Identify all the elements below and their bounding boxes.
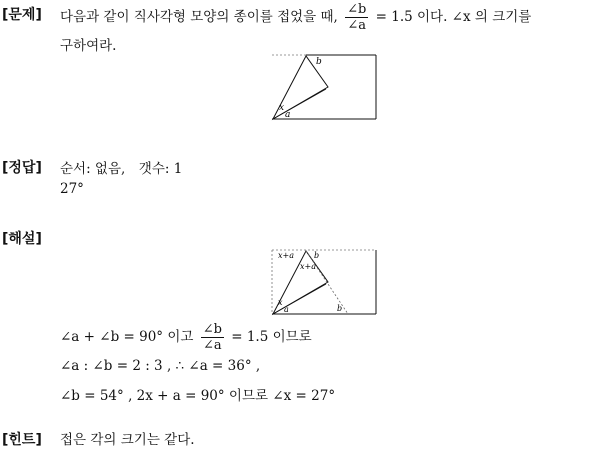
fig-label-x-plus-a-top: x+a	[278, 251, 294, 260]
problem-text-after: = 1.5 이다. ∠x 의 크기를	[375, 9, 532, 25]
explanation-line-2: ∠a : ∠b = 2 : 3 , ∴ ∠a = 36° ,	[60, 358, 261, 374]
hint-label: [힌트]	[2, 432, 42, 448]
problem-frac-num: ∠b	[347, 2, 367, 17]
problem-text-before: 다음과 같이 직사각형 모양의 종이를 접었을 때,	[60, 9, 338, 25]
explanation-line-1	[60, 322, 312, 353]
hint-text: 접은 각의 크기는 같다.	[60, 432, 195, 448]
fig-label-x: x	[279, 103, 285, 113]
problem-label: [문제]	[2, 7, 42, 23]
fig-label-x-plus-a-mid: x+a	[300, 262, 316, 271]
answer-line-2: 27°	[60, 181, 84, 197]
problem-frac-den: ∠a	[347, 18, 367, 33]
fig-label-b: b	[316, 57, 322, 67]
fig-label-a: a	[284, 305, 289, 314]
explanation-fraction	[201, 322, 224, 353]
problem-line-2: 구하여라.	[60, 38, 117, 54]
explanation-frac-num: ∠b	[202, 322, 222, 337]
explanation-frac-den: ∠a	[202, 338, 222, 353]
explanation-figure	[270, 248, 380, 318]
explanation-label: [해설]	[2, 231, 42, 247]
fig-label-b-bottom: b	[337, 304, 343, 313]
problem-line-1	[60, 2, 531, 33]
fig-label-x: x	[278, 298, 283, 307]
answer-label: [정답]	[2, 160, 42, 176]
fig-label-a: a	[285, 110, 291, 120]
problem-figure	[270, 53, 380, 123]
fig-label-b-top: b	[314, 251, 320, 260]
explanation-line-3: ∠b = 54° , 2x + a = 90° 이므로 ∠x = 27°	[60, 388, 336, 404]
explanation-line-1-before: ∠a + ∠b = 90° 이고	[60, 329, 194, 345]
problem-fraction	[345, 2, 368, 33]
explanation-line-1-after: = 1.5 이므로	[231, 329, 312, 345]
answer-line-1: 순서: 없음, 갯수: 1	[60, 161, 183, 177]
